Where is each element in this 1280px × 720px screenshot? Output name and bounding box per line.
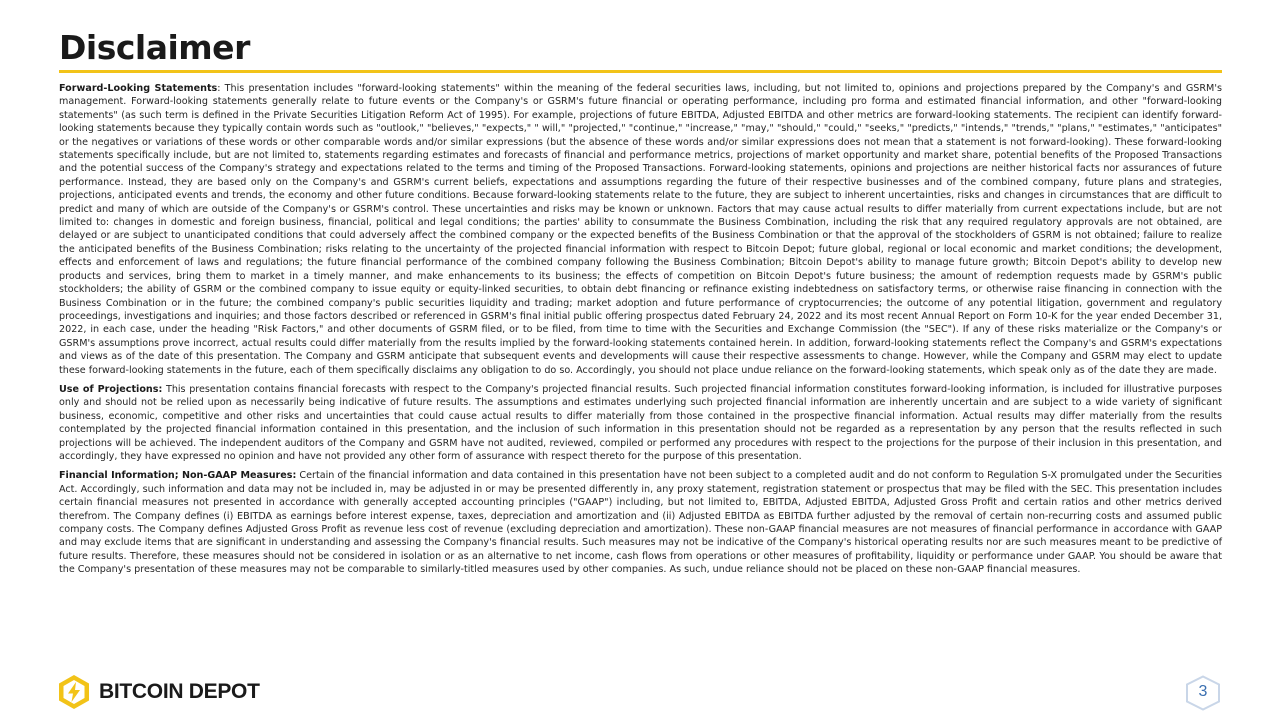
title-underline bbox=[59, 70, 1222, 73]
section-heading: Forward-Looking Statements bbox=[59, 83, 218, 94]
bitcoin-depot-hexagon-icon bbox=[57, 674, 91, 710]
disclaimer-body bbox=[59, 82, 1222, 583]
section-text: This presentation includes "forward-looking statements" within the meaning of the federal securities laws, including, but not limited to, opinions and projections prepared by the Company's and GSRM's management. Forward-looking statements generally relate to future events or the Company's or GSRM's future financial or operating performance, including pro forma and estimated financial information, and other "forward-looking statements" (as such term is defined in the Private Securities Litigation Reform Act of 1995). For example, projections of future EBITDA, Adjusted EBITDA and other metrics are forward-looking statements. The recipient can identify forward-looking statements because they typically contain words such as "outlook," "believes," "expects," " will," "projected," "continue," "increase," "may," "should," "could," "seeks," "predicts," "intends," "trends," "plans," "estimates," "anticipates" or the negatives or variations of these words or other comparable words and/or similar expressions (but the absence of these words and/or similar expressions does not mean that a statement is not forward-looking). These forward-looking statements specifically include, but are not limited to, statements regarding estimates and forecasts of financial and performance metrics, projections of market opportunity and market share, potential benefits of the Proposed Transactions and the potential success of the Company's strategy and expectations related to the terms and timing of the Proposed Transactions. Forward-looking statements, opinions and projections are neither historical facts nor assurances of future performance. Instead, they are based only on the Company's and GSRM's current beliefs, expectations and assumptions regarding the future of their respective businesses and of the combined company, future plans and strategies, projections, anticipated events and trends, the economy and other future conditions. Because forward-looking statements relate to the future, they are subject to inherent uncertainties, risks and changes in circumstances that are difficult to predict and many of which are outside of the Company's or GSRM's control. These uncertainties and risks may be known or unknown. Factors that may cause actual results to differ materially from current expectations include, but are not limited to: changes in domestic and foreign business, financial, political and legal conditions; the parties' ability to consummate the Business Combination, including the risk that any required regulatory approvals are not obtained, are delayed or are subject to unanticipated conditions that could adversely affect the combined company or the expected benefits of the Business Combination or that the approval of the stockholders of GSRM is not obtained; failure to realize the anticipated benefits of the Business Combination; risks relating to the uncertainty of the projected financial information with respect to Bitcoin Depot; future global, regional or local economic and market conditions; the development, effects and enforcement of laws and regulations; the future financial performance of the combined company following the Business Combination; Bitcoin Depot's ability to manage future growth; Bitcoin Depot's ability to develop new products and services, bring them to market in a timely manner, and make enhancements to its business; the effects of competition on Bitcoin Depot's future business; the amount of redemption requests made by GSRM's public stockholders; the ability of GSRM or the combined company to issue equity or equity-linked securities, to obtain debt financing or refinance existing indebtedness on satisfactory terms, or otherwise raise financing in connection with the Business Combination or in the future; the combined company's public securities liquidity and trading; market adoption and future performance of cryptocurrencies; the outcome of any potential litigation, government and regulatory proceedings, investigations and inquiries; and those factors described or referenced in GSRM's final initial public offering prospectus dated February 24, 2022 and its most recent Annual Report on Form 10-K for the year ended December 31, 2022, in each case, under the heading "Risk Factors," and other documents of GSRM filed, or to be filed, from time to time with the Securities and Exchange Commission (the "SEC"). If any of these risks materialize or the Company's or GSRM's assumptions prove incorrect, actual results could differ materially from the results implied by the forward-looking statements contained herein. In addition, forward-looking statements reflect the Company's and GSRM's expectations and views as of the date of this presentation. The Company and GSRM anticipate that subsequent events and developments will cause their respective assessments to change. However, while the Company and GSRM may elect to update these forward-looking statements in the future, each of them specifically disclaims any obligation to do so. Accordingly, you should not place undue reliance on the forward-looking statements, which speak only as of the date they are made. bbox=[59, 83, 1222, 376]
page-title: Disclaimer bbox=[59, 28, 250, 67]
section-non-gaap bbox=[59, 469, 1222, 576]
section-separator: : bbox=[217, 83, 225, 94]
page-number-badge bbox=[1184, 675, 1222, 711]
section-heading: Use of Projections: bbox=[59, 383, 163, 395]
section-text: This presentation contains financial forecasts with respect to the Company's projected financial results. Such projected financial information constitutes forward-looking information, is included for illustrative purposes only and should not be relied upon as necessarily being indicative of future results. The assumptions and estimates underlying such projected financial information are inherently uncertain and are subject to a wide variety of significant business, economic, competitive and other risks and uncertainties that could cause actual results to differ materially from those contained in the prospective financial information. Actual results may differ materially from the results contemplated by the projected financial information contained in this presentation, and the inclusion of such information in this presentation should not be regarded as a representation by any person that the results reflected in such projections will be achieved. The independent auditors of the Company and GSRM have not audited, reviewed, compiled or performed any procedures with respect to the projections for the purpose of their inclusion in this presentation, and accordingly, they have expressed no opinion and have not provided any other form of assurance with respect thereto for the purpose of this presentation. bbox=[59, 383, 1222, 462]
section-heading: Financial Information; Non-GAAP Measures: bbox=[59, 470, 297, 482]
section-text: Certain of the financial information and data contained in this presentation have not been subject to a completed audit and do not conform to Regulation S-X promulgated under the Securities Act. Accordingly, such information and data may not be included in, may be adjusted in or may be presented differently in, any proxy statement, registration statement or prospectus that may be filed with the SEC. This presentation includes certain financial measures not presented in accordance with generally accepted accounting principles ("GAAP") including, but not limited to, EBITDA, Adjusted EBITDA, Adjusted Gross Profit and certain ratios and other metrics derived therefrom. The Company defines (i) EBITDA as earnings before interest expense, taxes, depreciation and amortization and (ii) Adjusted EBITDA as EBITDA further adjusted by the removal of certain non-recurring costs and assumed public company costs. The Company defines Adjusted Gross Profit as revenue less cost of revenue (excluding depreciation and amortization). These non-GAAP financial measures are not measures of financial performance in accordance with GAAP and may exclude items that are significant in understanding and assessing the Company's financial results. Such measures may not be indicative of the Company's historical operating results nor are such measures meant to be predictive of future results. Therefore, these measures should not be considered in isolation or as an alternative to net income, cash flows from operations or other measures of profitability, liquidity or performance under GAAP. You should be aware that the Company's presentation of these measures may not be comparable to similarly-titled measures used by other companies. As such, undue reliance should not be placed on these non-GAAP financial measures. bbox=[59, 470, 1222, 576]
page-number: 3 bbox=[1198, 683, 1208, 700]
section-forward-looking bbox=[59, 82, 1222, 377]
company-logo bbox=[57, 674, 260, 710]
brand-name: BITCOIN DEPOT bbox=[99, 680, 260, 703]
section-projections bbox=[59, 383, 1222, 463]
